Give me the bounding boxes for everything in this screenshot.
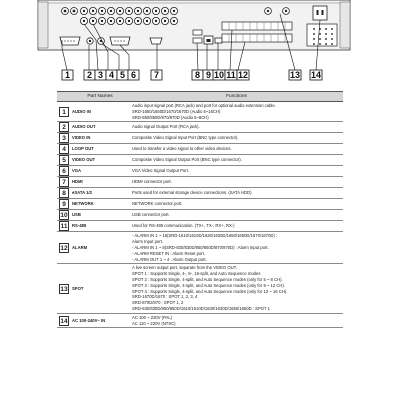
- part-name-cell: AUDIO OUT: [70, 122, 130, 133]
- row-number-badge: 13: [60, 285, 68, 293]
- callout-14: [310, 70, 322, 80]
- audio-out-port: [87, 38, 93, 44]
- callout-10: [213, 70, 225, 80]
- function-text-line: - ALARM RESET IN : Alarm Reset port.: [132, 250, 205, 256]
- callout-4: [106, 70, 117, 80]
- function-cell: [130, 166, 343, 177]
- rear-panel-illustration: [0, 0, 400, 90]
- row-number-cell: [57, 264, 70, 313]
- function-cell: [130, 177, 343, 188]
- function-text-line: Used for RS-485 communication. (TX+, TX-, RX+, RX-): [132, 223, 235, 229]
- row-number-badge: 9: [59, 199, 69, 209]
- row-number-badge: 10: [60, 212, 68, 220]
- header-part-names: Part Names: [70, 92, 130, 102]
- row-number-badge: 2: [59, 122, 69, 132]
- svg-text:1: 1: [64, 70, 71, 80]
- part-name-cell: NETWORK: [70, 199, 130, 210]
- row-number-badge: 3: [59, 133, 69, 143]
- table-row: [57, 232, 343, 264]
- function-text-line: AC 100 ~ 230V (PAL): [132, 314, 173, 320]
- callout-8: [192, 70, 203, 80]
- svg-text:2: 2: [86, 70, 93, 80]
- table-row: [57, 177, 343, 188]
- function-text-line: Used to transfer a video signal to other video devices.: [132, 146, 232, 152]
- callout-9: [203, 70, 214, 80]
- row-number-cell: [57, 155, 70, 166]
- row-number-cell: [57, 144, 70, 155]
- vga-port: [110, 37, 130, 45]
- parts-function-table: [57, 91, 343, 328]
- function-text-line: AC 110 ~ 220V (NTSC): [132, 320, 176, 326]
- svg-text:8: 8: [194, 70, 201, 80]
- function-text-line: SRD-830/830D/850/850D/1610/1610D/1630/1630D/1650/1650D : SPOT 1: [132, 305, 270, 311]
- function-text-line: SRD-850/850D/870/870D (Audio 5~8CH): [132, 114, 209, 120]
- part-name-cell: LOOP OUT: [70, 144, 130, 155]
- hdmi-port: [150, 38, 162, 44]
- callout-1: [62, 70, 73, 80]
- row-number-cell: [57, 102, 70, 122]
- table-header-row: [57, 92, 343, 102]
- usb-port: [215, 38, 222, 43]
- part-name-cell: SPOT: [70, 264, 130, 313]
- function-text-line: A live screen output port, separate from the VIDEO OUT.: [132, 265, 237, 271]
- function-text-line: HDMI connector port.: [132, 179, 172, 185]
- row-number-badge: 11: [60, 223, 68, 231]
- function-text-line: - ALARM OUT 1 ~ 4 : Alarm Output port.: [132, 256, 207, 262]
- svg-text:13: 13: [289, 70, 301, 80]
- callout-3: [95, 70, 106, 80]
- part-name-cell: ALARM: [70, 232, 130, 264]
- function-text-line: SRD-1670D/1670 : SPOT 1, 2, 3, 4: [132, 294, 198, 300]
- row-number-badge: 7: [59, 177, 69, 187]
- row-number-cell: [57, 221, 70, 232]
- part-name-cell: VIDEO IN: [70, 133, 130, 144]
- function-cell: [130, 313, 343, 328]
- callout-2: [84, 70, 95, 80]
- svg-text:5: 5: [119, 70, 126, 80]
- row-number-badge: 12: [60, 244, 68, 252]
- row-number-badge: 1: [59, 107, 69, 117]
- table-row: [57, 221, 343, 232]
- header-functions: Functions: [130, 92, 343, 102]
- table-row: [57, 199, 343, 210]
- part-name-cell: USB: [70, 210, 130, 221]
- callout-5: [117, 70, 128, 80]
- video-in-bnc-row: [80, 7, 177, 14]
- network-port: [204, 36, 213, 44]
- row-number-cell: [57, 122, 70, 133]
- row-number-cell: [57, 210, 70, 221]
- callout-11: [225, 70, 237, 80]
- part-name-cell: HDMI: [70, 177, 130, 188]
- svg-text:9: 9: [205, 70, 212, 80]
- row-number-badge: 5: [59, 155, 69, 165]
- svg-text:11: 11: [226, 70, 236, 80]
- table-row: [57, 144, 343, 155]
- audio-extension-connector: [60, 37, 80, 45]
- callout-7: [151, 70, 162, 80]
- callout-6: [128, 70, 139, 80]
- function-cell: [130, 102, 343, 122]
- part-name-cell: VGA: [70, 166, 130, 177]
- svg-text:10: 10: [213, 70, 225, 80]
- function-text-line: SPOT 1 : Supports Single, 4-, 9-, 16-split, and Auto Sequence modes: [132, 271, 261, 277]
- row-number-cell: [57, 188, 70, 199]
- function-text-line: - ALARM IN 1 ~ 16(SRD-1610/1610D/1630/1630D/1650/1650D/1670/1670D) :: [132, 233, 278, 239]
- svg-text:6: 6: [130, 70, 137, 80]
- function-cell: [130, 232, 343, 264]
- function-text-line: Composite Video Signal Input Port (BNC type connector).: [132, 135, 239, 141]
- function-cell: [130, 199, 343, 210]
- row-number-cell: [57, 313, 70, 328]
- function-text-line: Alarm Input port.: [132, 239, 163, 245]
- callout-12: [237, 70, 249, 80]
- row-number-badge: 4: [59, 144, 69, 154]
- function-text-line: Composite Video Signal Output Port (BNC type connector).: [132, 157, 242, 163]
- function-cell: [130, 155, 343, 166]
- table-row: [57, 210, 343, 221]
- function-text-line: SRD-870D/870 : SPOT 1, 2: [132, 300, 184, 306]
- row-number-badge: 14: [60, 317, 68, 325]
- function-text-line: Audio input signal port (RCA jack) and port for optional audio extension cable.: [132, 103, 276, 108]
- table-row: [57, 102, 343, 122]
- power-inlet: [313, 6, 327, 20]
- svg-text:12: 12: [237, 70, 249, 80]
- function-cell: [130, 144, 343, 155]
- function-text-line: USB connector port.: [132, 212, 170, 218]
- callout-13: [289, 70, 301, 80]
- table-row: [57, 313, 343, 328]
- table-row: [57, 166, 343, 177]
- part-name-cell: VIDEO OUT: [70, 155, 130, 166]
- function-text-line: SPOT 3 : Supports Single, 4-split, and Auto Sequence modes (only for 9 ~ 12 CH).: [132, 282, 285, 288]
- part-name-cell: AC 100-240V~ IN: [70, 313, 130, 328]
- part-name-cell: eSATA 1/2: [70, 188, 130, 199]
- function-cell: [130, 264, 343, 313]
- function-cell: [130, 188, 343, 199]
- svg-text:14: 14: [310, 70, 322, 80]
- row-number-cell: [57, 166, 70, 177]
- function-text-line: SPOT 4 : Supports Single, 4-split, and Auto Sequence modes (only for 13 ~ 16 CH).: [132, 288, 288, 294]
- function-cell: [130, 210, 343, 221]
- fan-grille: [307, 24, 337, 46]
- row-number-cell: [57, 177, 70, 188]
- function-text-line: Ports used for external storage device connections. (SATA HDD): [132, 190, 252, 196]
- function-cell: [130, 122, 343, 133]
- table-row: [57, 188, 343, 199]
- table-row: [57, 155, 343, 166]
- header-num: [57, 92, 70, 102]
- loop-out-bnc-row: [80, 17, 177, 24]
- function-text-line: VGA Video Signal Output Port.: [132, 168, 189, 174]
- svg-text:7: 7: [153, 70, 160, 80]
- function-cell: [130, 221, 343, 232]
- part-name-cell: AUDIO IN: [70, 102, 130, 122]
- function-text-line: Audio signal Output Port (RCA jack).: [132, 124, 200, 130]
- row-number-badge: 8: [59, 188, 69, 198]
- function-cell: [130, 133, 343, 144]
- row-number-cell: [57, 232, 70, 264]
- function-text-line: SRD-1650/1650D/1670/1670D (Audio 5~16CH): [132, 108, 221, 114]
- table-row: [57, 133, 343, 144]
- row-number-badge: 6: [59, 166, 69, 176]
- table-row: [57, 264, 343, 313]
- svg-text:4: 4: [108, 70, 115, 80]
- svg-text:3: 3: [97, 70, 104, 80]
- row-number-cell: [57, 133, 70, 144]
- function-text-line: SPOT 2 : Supports Single, 4-split, and Auto Sequence modes (only for 5 ~ 8 CH).: [132, 276, 283, 282]
- function-text-line: - ALARM IN 1 ~ 8(SRD-830/830D/850/850D/870/870D) : Alarm Input port.: [132, 244, 269, 250]
- table-row: [57, 122, 343, 133]
- function-text-line: NETWORK connector port.: [132, 201, 183, 207]
- row-number-cell: [57, 199, 70, 210]
- part-name-cell: RS-485: [70, 221, 130, 232]
